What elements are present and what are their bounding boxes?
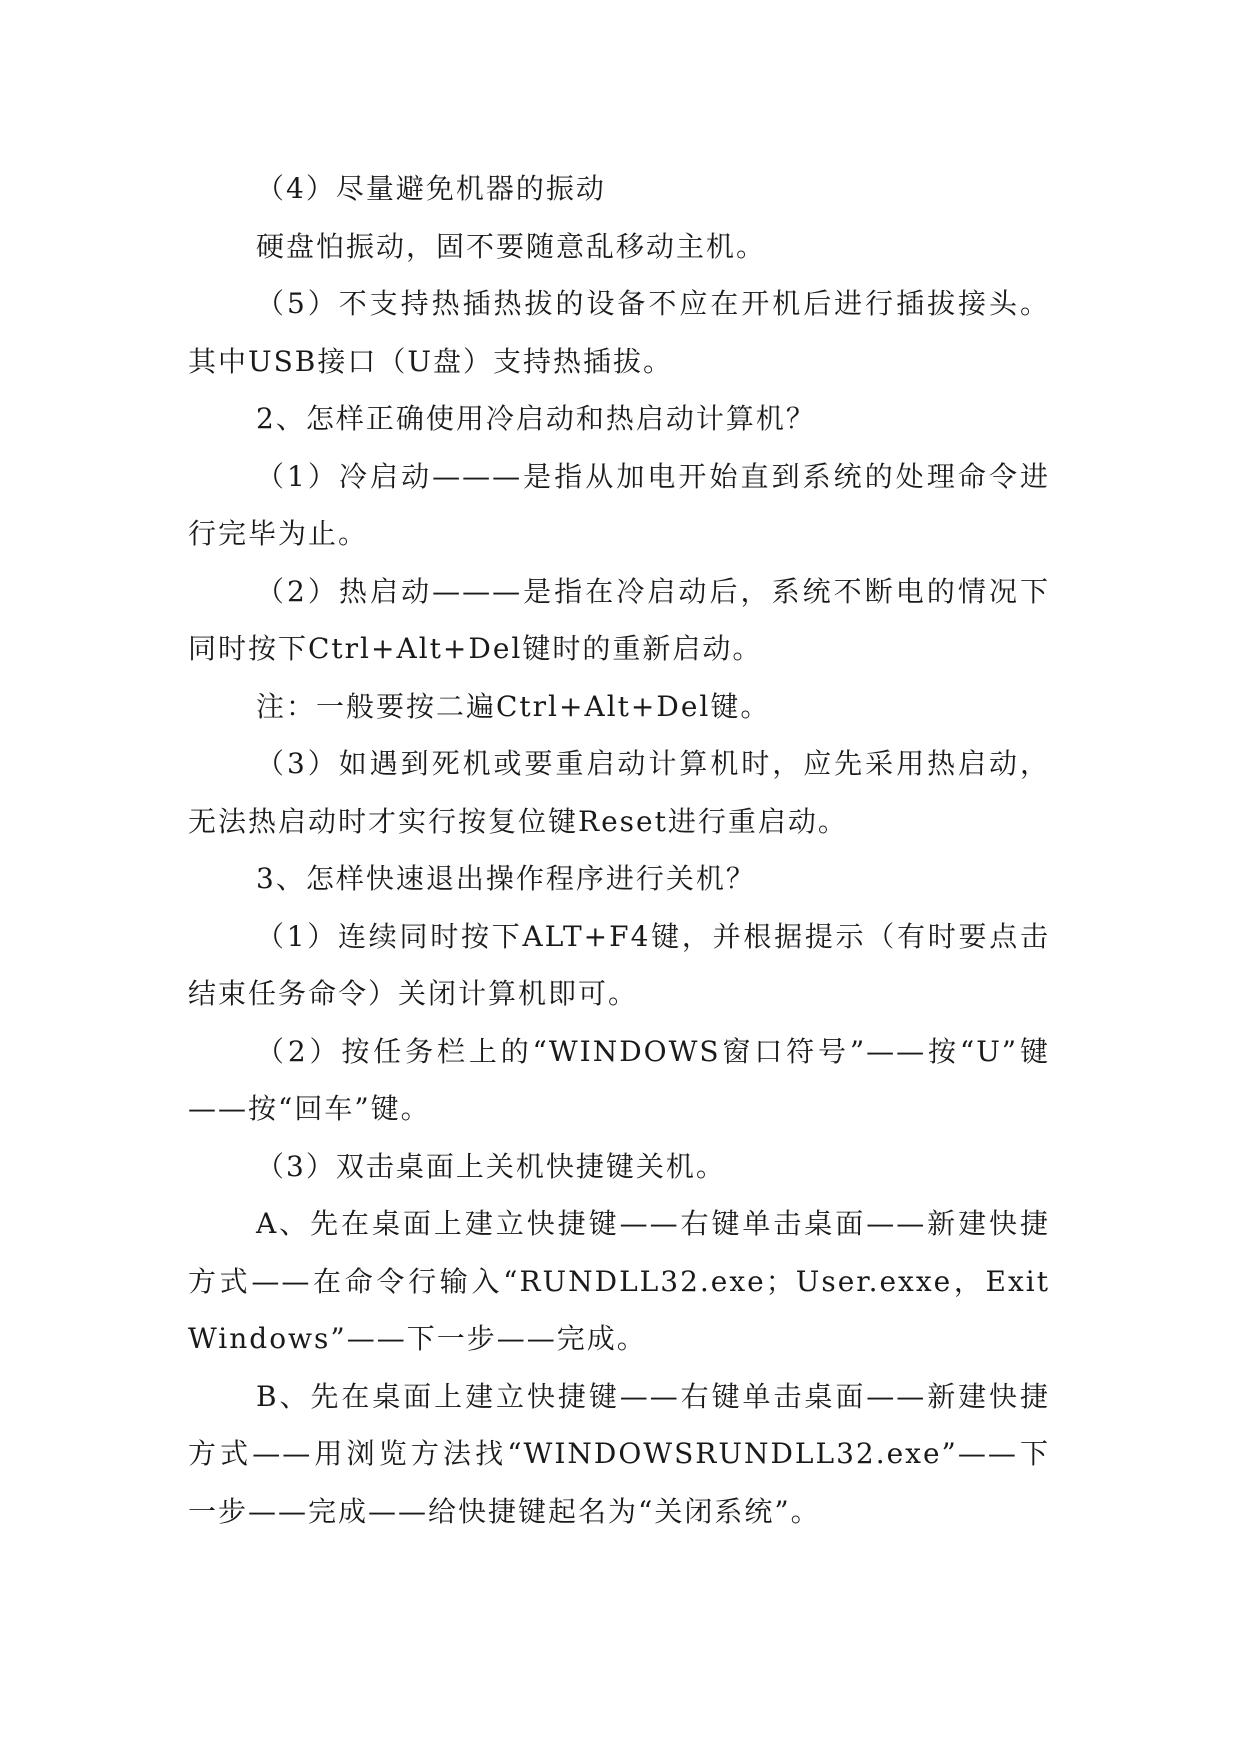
paragraph-windows-key: （2）按任务栏上的“WINDOWS窗口符号”——按“U”键——按“回车”键。 xyxy=(188,1034,1050,1125)
paragraph-method-b: B、先在桌面上建立快捷键——右键单击桌面——新建快捷方式——用浏览方法找“WINDOWSRUNDLL32.exe”——下一步——完成——给快捷键起名为“关闭系统”。 xyxy=(188,1379,1050,1528)
paragraph-note: 注：一般要按二遍Ctrl+Alt+Del键。 xyxy=(256,689,771,723)
paragraph-item-4-heading: （4）尽量避免机器的振动 xyxy=(256,172,606,205)
document-body xyxy=(188,160,1050,1540)
paragraph-warm-boot: （2）热启动———是指在冷启动后，系统不断电的情况下同时按下Ctrl+Alt+Del键时的重新启动。 xyxy=(188,574,1050,665)
paragraph-alt-f4: （1）连续同时按下ALT+F4键，并根据提示（有时要点击结束任务命令）关闭计算机即可。 xyxy=(188,919,1050,1010)
paragraph-cold-boot: （1）冷启动———是指从加电开始直到系统的处理命令进行完毕为止。 xyxy=(188,459,1050,550)
paragraph-disk-vibration: 硬盘怕振动，固不要随意乱移动主机。 xyxy=(256,229,767,263)
paragraph-restart: （3）如遇到死机或要重启动计算机时，应先采用热启动，无法热启动时才实行按复位键Reset进行重启动。 xyxy=(188,747,1050,838)
paragraph-shortcut-shutdown: （3）双击桌面上关机快捷键关机。 xyxy=(256,1149,726,1183)
paragraph-section-2-heading: 2、怎样正确使用冷启动和热启动计算机？ xyxy=(256,402,816,435)
paragraph-section-3-heading: 3、怎样快速退出操作程序进行关机？ xyxy=(256,862,756,895)
paragraph-item-5-hotplug: （5）不支持热插热拔的设备不应在开机后进行插拔接头。其中USB接口（U盘）支持热插拔。 xyxy=(188,287,1050,378)
paragraph-method-a: A、先在桌面上建立快捷键——右键单击桌面——新建快捷方式——在命令行输入“RUNDLL32.exe；User.exxe，ExitWindows”——下一步——完成。 xyxy=(188,1207,1050,1355)
